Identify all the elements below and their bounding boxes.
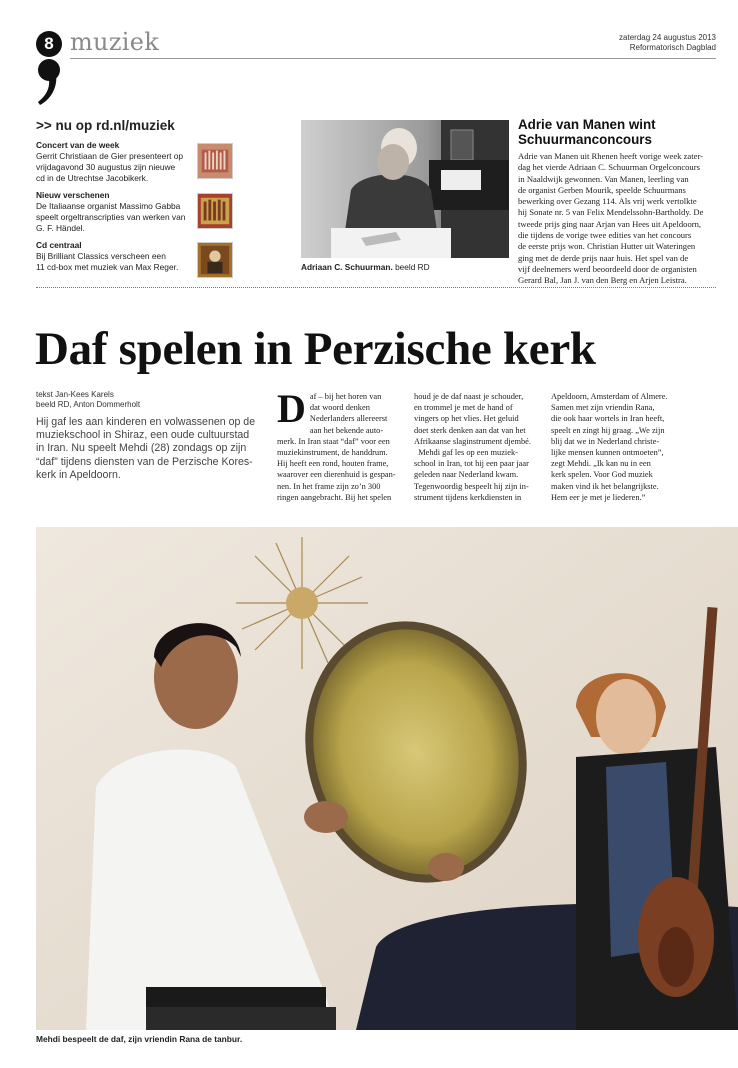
column-line: en trommel je met de hand of bbox=[414, 403, 513, 413]
column-line: zegt Mehdi. „Ik kan nu in een bbox=[551, 459, 651, 469]
column-line: doet sterk denken aan dat van het bbox=[414, 425, 526, 435]
issue-date: zaterdag 24 augustus 2013 bbox=[619, 33, 716, 42]
caption-name: Adriaan C. Schuurman. bbox=[301, 262, 393, 272]
promo-text bbox=[36, 251, 186, 273]
article-column-3 bbox=[551, 391, 675, 503]
composer-photo bbox=[301, 120, 509, 258]
column-line: vingers op het vlies. Het geluid bbox=[414, 414, 519, 424]
article-column-1 bbox=[277, 386, 401, 503]
side-article-body bbox=[518, 151, 718, 287]
column-line: maken vind ik het belangrijkste. bbox=[551, 481, 659, 491]
column-line: die ook haar wortels in Iran heeft, bbox=[551, 414, 665, 424]
column-line: Afrikaanse slaginstrument djembé. bbox=[414, 436, 531, 446]
column-line: nen. In het frame zijn zo’n 300 bbox=[277, 481, 381, 491]
column-line: speelt en zingt hij graag. „We zijn bbox=[551, 425, 665, 435]
column-line: Tegenwoordig bespeelt hij zijn in- bbox=[414, 481, 529, 491]
column-line: houd je de daf naast je schouder, bbox=[414, 392, 524, 401]
body-line: de organist Gerben Mourik, speelde Schuurmans bbox=[518, 184, 686, 195]
header-dateline bbox=[619, 33, 716, 53]
rd-nl-muziek-link[interactable]: >> nu op rd.nl/muziek bbox=[36, 118, 175, 133]
column-line: merk. In Iran staat “daf” voor een bbox=[277, 436, 390, 446]
main-photo-caption: Mehdi bespeelt de daf, zijn vriendin Rana de tanbur. bbox=[36, 1034, 243, 1044]
title-line: Adrie van Manen wint bbox=[518, 117, 656, 132]
intro-line: kerk in Apeldoorn. bbox=[36, 468, 121, 481]
body-line: Adrie van Manen uit Rhenen heeft vorige week zater- bbox=[518, 151, 703, 161]
caption-credit: beeld RD bbox=[395, 262, 430, 272]
organ-cd-thumbnail-image[interactable] bbox=[197, 193, 233, 229]
dotted-divider bbox=[36, 287, 716, 288]
drop-cap: D bbox=[277, 386, 306, 431]
page-number-badge: 8 bbox=[36, 31, 62, 57]
daf-players-photo bbox=[36, 527, 738, 1030]
body-line: in Naaldwijk gewonnen. Van Manen, leerling van bbox=[518, 173, 689, 184]
column-line: Nederlanders allereerst bbox=[309, 414, 388, 424]
body-line: ging met de derde prijs naar huis. Het spel van de bbox=[518, 252, 689, 263]
article-headline: Daf spelen in Perzische kerk bbox=[35, 323, 596, 375]
header-divider bbox=[70, 58, 716, 59]
column-line: geleden naar Nederland kwam. bbox=[414, 470, 519, 480]
column-line: kerk spelen. Voor God muziek bbox=[551, 470, 653, 480]
promo-line: Gerrit Christiaan de Gier presenteert op bbox=[36, 151, 184, 161]
body-line: dag het vierde Adriaan C. Schuurman Orgelconcours bbox=[518, 162, 700, 173]
column-line: ringen aangebracht. Bij het spelen bbox=[277, 492, 392, 502]
column-line: Hij heeft een rond, houten frame, bbox=[277, 459, 389, 469]
column-line: lijke mensen kunnen ontmoeten”, bbox=[551, 448, 664, 458]
column-line: dat woord denken bbox=[309, 403, 370, 413]
column-line: muziekinstrument, de handdrum. bbox=[277, 448, 388, 458]
column-line: Samen met zijn vriendin Rana, bbox=[551, 403, 655, 413]
column-line: waarover een dierenhuid is gespan- bbox=[277, 470, 396, 480]
intro-line: in Iran. Nu speelt Mehdi (28) zondags op zijn bbox=[36, 442, 247, 455]
promo-item[interactable] bbox=[36, 140, 286, 184]
column-line: blij dat we in Nederland christe- bbox=[551, 436, 660, 446]
article-column-2 bbox=[414, 391, 538, 503]
text-credit: tekst Jan-Kees Karels bbox=[36, 390, 114, 399]
body-line: Gerard Bal, Jan J. van den Berg en Arjen Leistra. bbox=[518, 275, 687, 286]
promo-line: De Italiaanse organist Massimo Gabba bbox=[36, 201, 181, 211]
title-line: Schuurmanconcours bbox=[518, 132, 652, 147]
body-line: die tijdens de vorige twee edities van het concours bbox=[518, 230, 692, 241]
intro-line: Hij gaf les aan kinderen en volwassenen op de bbox=[36, 416, 256, 428]
comma-logo-icon bbox=[36, 58, 62, 106]
side-article-title bbox=[518, 117, 718, 147]
column-line: strument tijdens kerkdiensten in bbox=[414, 492, 522, 502]
promo-line: Bij Brilliant Classics verscheen een bbox=[36, 251, 166, 261]
promo-line: cd in de Utrechtse Jacobikerk. bbox=[36, 173, 149, 183]
promo-line: vrijdagavond 30 augustus zijn nieuwe bbox=[36, 162, 176, 172]
article-credits bbox=[36, 390, 140, 410]
composer-photo-caption bbox=[301, 262, 430, 272]
cd-box-thumbnail-image[interactable] bbox=[197, 242, 233, 278]
promo-line: speelt orgeltranscripties van werken van bbox=[36, 212, 186, 222]
body-line: hij Sonate nr. 5 van Felix Mendelssohn-Bartholdy. De bbox=[518, 207, 704, 218]
article-intro bbox=[36, 416, 268, 482]
column-line: Apeldoorn, Amsterdam of Almere. bbox=[551, 392, 668, 401]
column-line: aan het bekende auto- bbox=[309, 425, 384, 435]
image-credit: beeld RD, Anton Dommerholt bbox=[36, 400, 141, 409]
body-line: bewerking over Gezang 114. Als vrij werk vertolkte bbox=[518, 196, 697, 207]
body-line: de eerste prijs won. Christian Hutter uit Wateringen bbox=[518, 241, 696, 252]
promo-line: G. F. Händel. bbox=[36, 223, 85, 233]
promo-title: Concert van de week bbox=[36, 140, 120, 150]
intro-line: muziekschool in Shiraz, een oude cultuurstad bbox=[36, 429, 250, 442]
promo-title: Nieuw verschenen bbox=[36, 190, 110, 200]
promo-item[interactable] bbox=[36, 240, 286, 273]
promo-line: 11 cd-box met muziek van Max Reger. bbox=[36, 262, 179, 272]
promo-item[interactable] bbox=[36, 190, 286, 234]
column-line: Mehdi gaf les op een muziek- bbox=[414, 448, 518, 458]
body-line: tweede prijs ging naar Arjan van Hees uit Apeldoorn, bbox=[518, 218, 702, 229]
promo-title: Cd centraal bbox=[36, 240, 82, 250]
body-line: vijf deelnemers werd beoordeeld door de organisten bbox=[518, 263, 697, 274]
column-line: school in Iran, tot hij een paar jaar bbox=[414, 459, 529, 469]
intro-line: “daf” tijdens diensten van de Perzische Kores- bbox=[36, 455, 253, 468]
publication-name: Reformatorisch Dagblad bbox=[629, 43, 716, 52]
column-line: Hem eer je met je liederen.” bbox=[551, 492, 646, 502]
promo-text bbox=[36, 201, 186, 234]
column-line: af – bij het horen van bbox=[309, 392, 382, 401]
promo-text bbox=[36, 151, 186, 184]
section-title: muziek bbox=[70, 28, 160, 56]
organ-thumbnail-image[interactable] bbox=[197, 143, 233, 179]
